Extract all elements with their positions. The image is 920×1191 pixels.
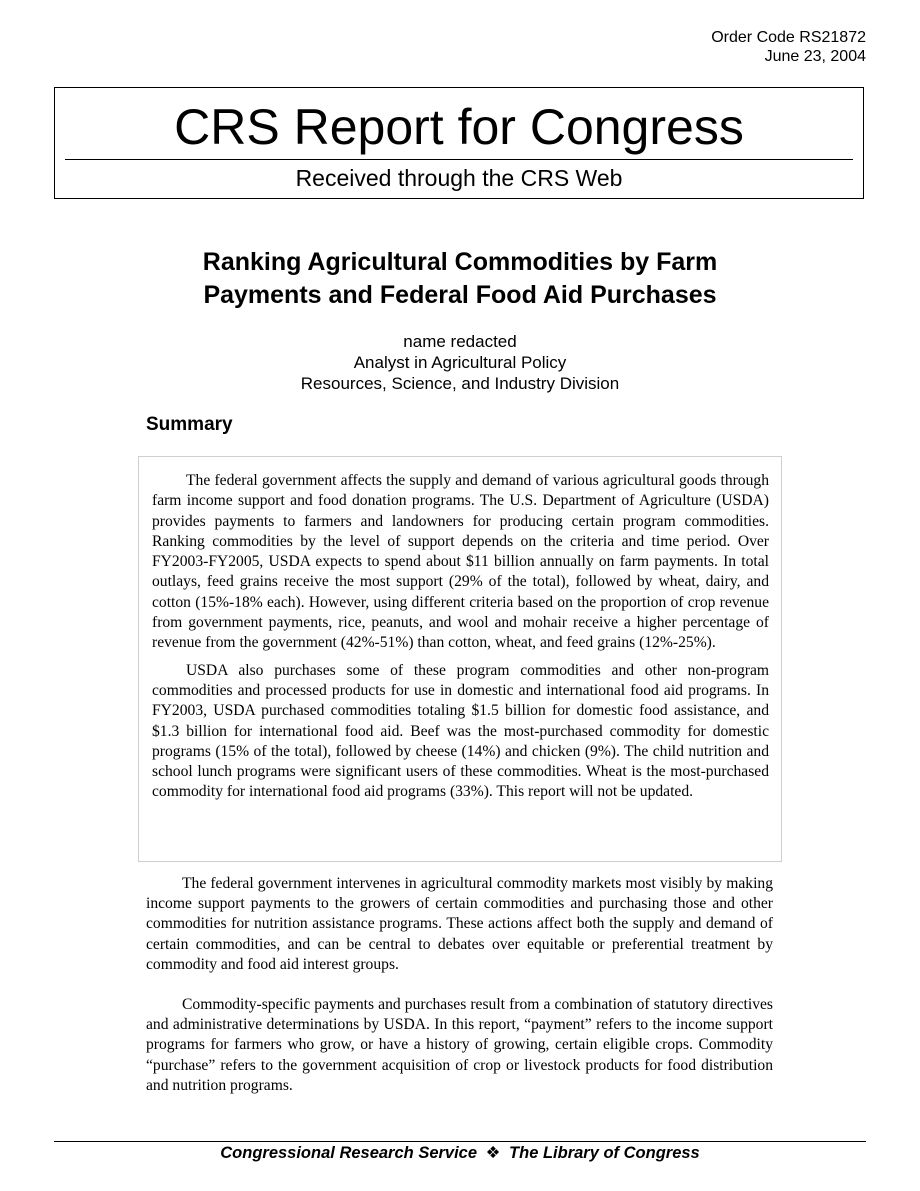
- banner-divider: [65, 159, 853, 160]
- page-footer: [0, 1143, 920, 1163]
- summary-paragraph-1: The federal government affects the supply and demand of various agricultural goods through farm income support and food donation programs. The U.S. Department of Agriculture (USDA) provides payments to farmers and landowners for producing certain program commodities. Ranking commodities by the level of support depends on the criteria and time period. Over FY2003-FY2005, USDA expects to spend about $11 billion annually on farm payments. In total outlays, feed grains receive the most support (29% of the total), followed by wheat, dairy, and cotton (15%-18% each). However, using different criteria based on the proportion of crop revenue from government payments, rice, peanuts, and wool and mohair receive a higher percentage of revenue from the government (42%-51%) than cotton, wheat, and feed grains (12%-25%).: [152, 472, 769, 652]
- footer-divider: [54, 1141, 866, 1142]
- summary-paragraph-2: USDA also purchases some of these program commodities and other non-program commodities and processed products for use in domestic and international food aid programs. In FY2003, USDA purchased commodities totaling $1.5 billion for domestic food assistance, and $1.3 billion for international food aid. Beef was the most-purchased commodity for domestic programs (15% of the total), followed by cheese (14%) and chicken (9%). The child nutrition and school lunch programs were significant users of these commodities. Wheat is the most-purchased commodity for international food aid programs (33%). This report will not be updated.: [152, 661, 769, 801]
- title-line-1: Ranking Agricultural Commodities by Farm: [202, 248, 718, 276]
- author-title: Analyst in Agricultural Policy: [353, 353, 567, 372]
- author-block: [0, 331, 920, 394]
- order-code: Order Code RS21872: [711, 29, 866, 46]
- diamond-icon: ❖: [485, 1144, 501, 1162]
- summary-box: [138, 456, 782, 862]
- document-title: [0, 246, 920, 312]
- order-info: [711, 28, 866, 66]
- body-paragraph-2: Commodity-specific payments and purchases result from a combination of statutory directives and administrative determinations by USDA. In this report, “payment” refers to the income support programs for farmers who grow, or have a history of growing, certain eligible crops. Commodity “purchase” refers to the government acquisition of crop or livestock products for food distribution and nutrition programs.: [146, 996, 773, 1094]
- footer-right: The Library of Congress: [509, 1144, 700, 1162]
- banner-title: CRS Report for Congress: [174, 99, 744, 155]
- summary-heading: Summary: [146, 414, 233, 435]
- footer-left: Congressional Research Service: [220, 1144, 478, 1162]
- report-date: June 23, 2004: [764, 48, 866, 65]
- title-line-2: Payments and Federal Food Aid Purchases: [203, 281, 717, 309]
- body-text: [146, 874, 773, 1096]
- author-division: Resources, Science, and Industry Division: [300, 374, 620, 393]
- report-banner: [54, 87, 864, 199]
- banner-subtitle: Received through the CRS Web: [295, 165, 623, 191]
- body-paragraph-1: The federal government intervenes in agricultural commodity markets most visibly by making income support payments to the growers of certain commodities and purchasing those and other commodities for nutrition assistance programs. These actions affect both the supply and demand of certain commodities, and can be central to debates over equitable or preferential treatment by commodity and food aid interest groups.: [146, 875, 773, 973]
- author-name: name redacted: [403, 332, 517, 351]
